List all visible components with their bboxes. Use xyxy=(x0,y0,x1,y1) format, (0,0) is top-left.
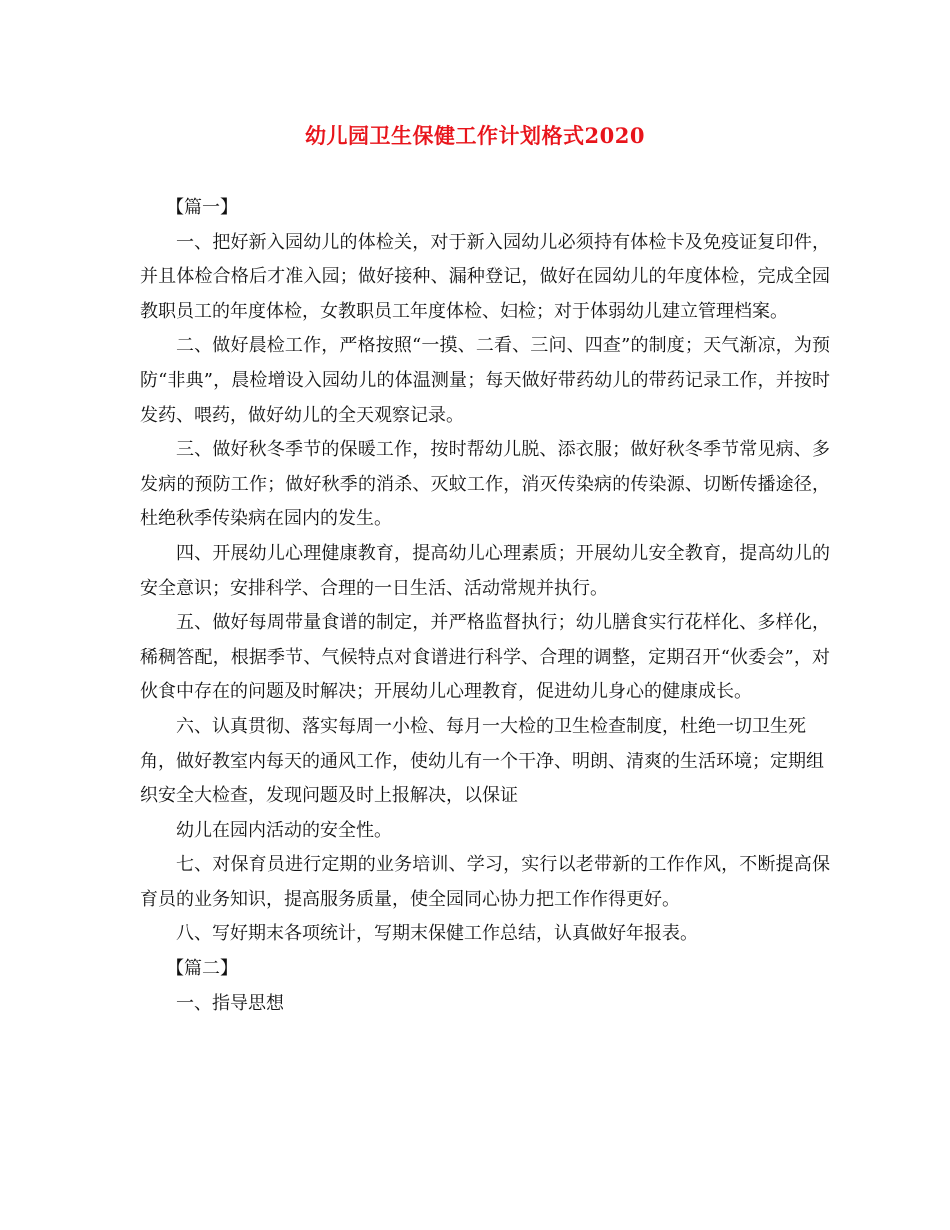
paragraph-2: 二、做好晨检工作，严格按照“一摸、二看、三问、四查”的制度；天气渐凉，为预防“非典”，晨检增设入园幼儿的体温测量；每天做好带药幼儿的带药记录工作，并按时发药、喂药，做好幼儿的全天观察记录。 xyxy=(140,335,830,426)
paragraph-1: 一、把好新入园幼儿的体检关，对于新入园幼儿必须持有体检卡及免疫证复印件，并且体检合格后才准入园；做好接种、漏种登记，做好在园幼儿的年度体检，完成全园教职员工的年度体检，女教职员工年度体检、妇检；对于体弱幼儿建立管理档案。 xyxy=(140,231,830,322)
document-body xyxy=(140,191,830,1021)
paragraph-3: 三、做好秋冬季节的保暖工作，按时帮幼儿脱、添衣服；做好秋冬季节常见病、多发病的预防工作；做好秋季的消杀、灭蚊工作，消灭传染病的传染源、切断传播途径，杜绝秋季传染病在园内的发生。 xyxy=(140,439,830,530)
paragraph-7: 七、对保育员进行定期的业务培训、学习，实行以老带新的工作作风，不断提高保育员的业务知识，提高服务质量，使全园同心协力把工作作得更好。 xyxy=(140,854,830,910)
section-two-heading: 一、指导思想 xyxy=(176,992,284,1014)
paragraph-5: 五、做好每周带量食谱的制定，并严格监督执行；幼儿膳食实行花样化、多样化，稀稠答配，根据季节、气候特点对食谱进行科学、合理的调整，定期召开“伙委会”，对伙食中存在的问题及时解决；开展幼儿心理教育，促进幼儿身心的健康成长。 xyxy=(140,612,830,703)
section-one-label: 【篇一】 xyxy=(166,197,238,218)
document-title: 幼儿园卫生保健工作计划格式2020 xyxy=(305,123,645,148)
section-two-label: 【篇二】 xyxy=(166,958,238,980)
paragraph-8: 八、写好期末各项统计，写期末保健工作总结，认真做好年报表。 xyxy=(176,923,698,945)
paragraph-4: 四、开展幼儿心理健康教育，提高幼儿心理素质；开展幼儿安全教育，提高幼儿的安全意识；安排科学、合理的一日生活、活动常规并执行。 xyxy=(140,542,830,599)
paragraph-6: 六、认真贯彻、落实每周一小检、每月一大检的卫生检查制度，杜绝一切卫生死角，做好教室内每天的通风工作，使幼儿有一个干净、明朗、清爽的生活环境；定期组织安全大检查，发现问题及时上报解决，以保证 xyxy=(140,715,824,807)
paragraph-6-continued: 幼儿在园内活动的安全性。 xyxy=(176,819,392,841)
